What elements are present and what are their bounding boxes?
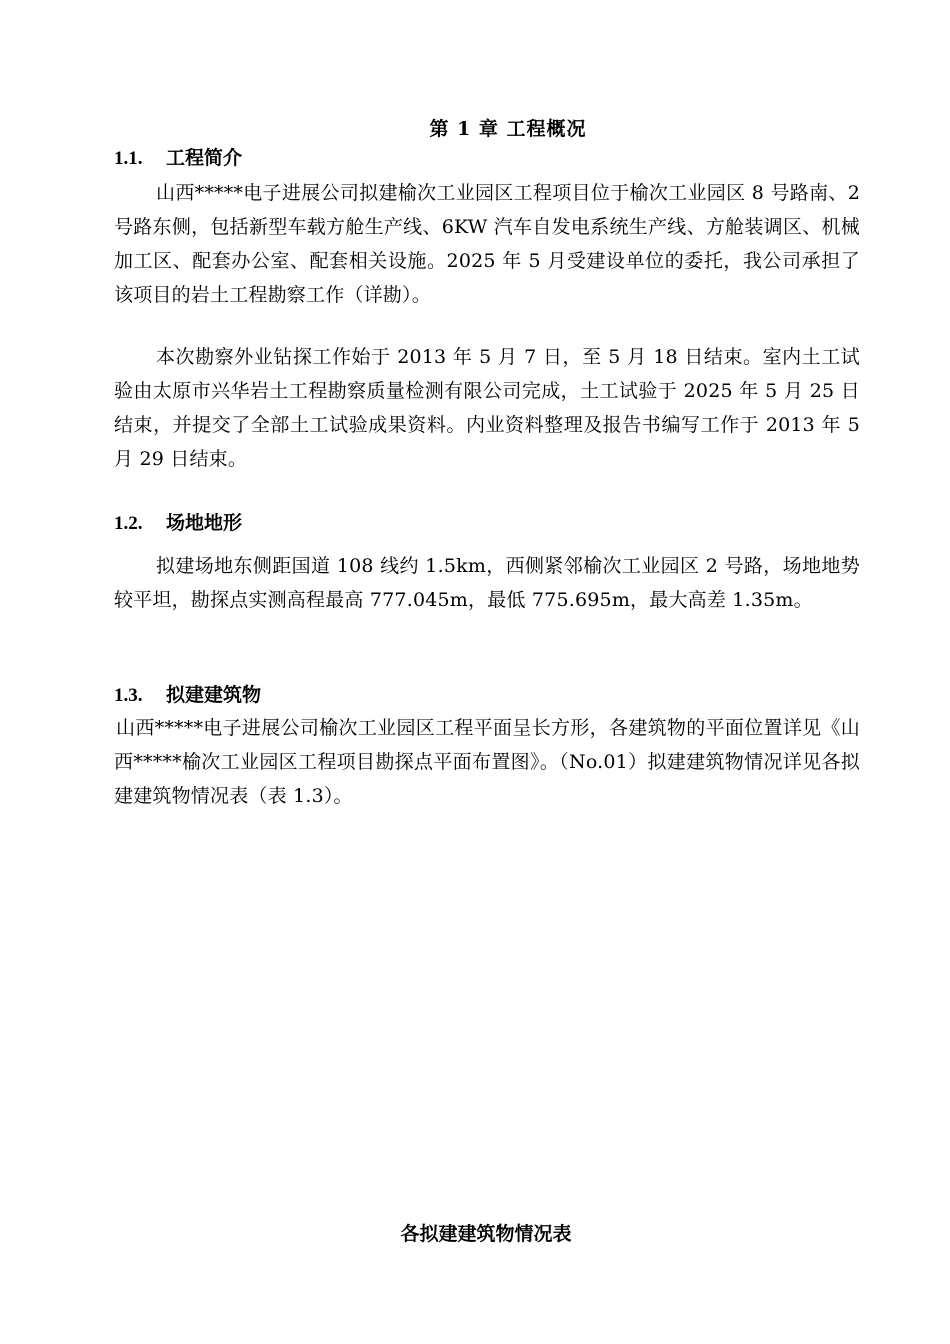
section-title: 工程简介 xyxy=(166,147,243,169)
paragraph-buildings: 山西*****电子进展公司榆次工业园区工程平面呈长方形，各建筑物的平面位置详见《山西*****榆次工业园区工程项目勘探点平面布置图》。（No.01）拟建建筑物情况详见各拟建建筑物情况表（表 1.3）。 xyxy=(114,717,860,807)
section-number: 1.3. xyxy=(114,685,143,706)
table-title: 各拟建建筑物情况表 xyxy=(400,1223,572,1245)
section-title: 场地地形 xyxy=(166,512,243,534)
paragraph-site-terrain: 拟建场地东侧距国道 108 线约 1.5km，西侧紧邻榆次工业园区 2 号路，场地地势较平坦，勘探点实测高程最高 777.045m，最低 775.695m，最大高差 1.35m。 xyxy=(114,555,860,611)
section-heading-1-2 xyxy=(114,508,242,535)
chapter-title: 第 1 章 工程概况 xyxy=(429,118,587,140)
paragraph-project-intro: 山西*****电子进展公司拟建榆次工业园区工程项目位于榆次工业园区 8 号路南、2 号路东侧，包括新型车载方舱生产线、6KW 汽车自发电系统生产线、方舱装调区、机械加工区、配套办公室、配套相关设施。2025 年 5 月受建设单位的委托，我公司承担了该项目的岩土工程勘察工作（详勘）。 xyxy=(114,182,860,306)
section-number: 1.1. xyxy=(114,148,143,169)
paragraph-survey-schedule: 本次勘察外业钻探工作始于 2013 年 5 月 7 日，至 5 月 18 日结束。室内土工试验由太原市兴华岩土工程勘察质量检测有限公司完成，土工试验于 2025 年 5 月 25 日结束，并提交了全部土工试验成果资料。内业资料整理及报告书编写工作于 2013 年 5 月 29 日结束。 xyxy=(114,346,860,470)
section-number: 1.2. xyxy=(114,513,143,534)
section-heading-1-3 xyxy=(114,680,261,707)
section-title: 拟建建筑物 xyxy=(166,684,262,706)
section-heading-1-1 xyxy=(114,143,242,170)
